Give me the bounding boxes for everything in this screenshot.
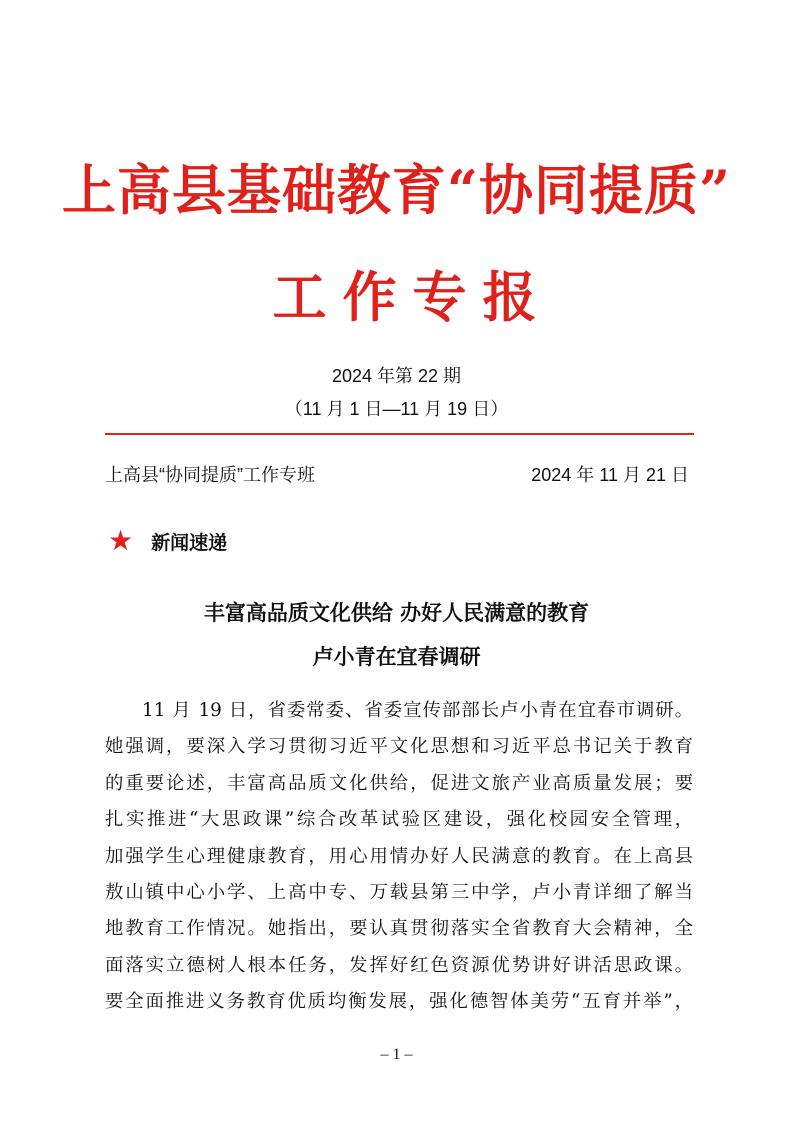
- body-line: 她强调，要深入学习贯彻习近平文化思想和习近平总书记关于教育: [105, 736, 693, 758]
- body-line: 加强学生心理健康教育，用心用情办好人民满意的教育。在上高县: [105, 845, 693, 867]
- article-subheadline: 卢小青在宜春调研: [312, 645, 481, 669]
- publisher: 上高县“协同提质”工作专班: [105, 465, 315, 485]
- page-number: – 1 –: [380, 1046, 413, 1063]
- masthead-divider: [105, 433, 694, 435]
- section-label: 新闻速递: [151, 531, 228, 554]
- body-line: 敖山镇中心小学、上高中专、万载县第三中学，卢小青详细了解当: [105, 882, 693, 904]
- issue-number: 2024 年第 22 期: [331, 366, 462, 386]
- publish-date: 2024 年 11 月 21 日: [531, 465, 689, 485]
- body-line: 面落实立德树人根本任务，发挥好红色资源优势讲好讲活思政课。: [105, 954, 693, 976]
- body-line: 地教育工作情况。她指出，要认真贯彻落实全省教育大会精神，全: [105, 918, 693, 940]
- body-line: 的重要论述，丰富高品质文化供给，促进文旅产业高质量发展；要: [105, 772, 693, 794]
- section-header: [108, 524, 228, 557]
- issue-date-range: （11 月 1 日—11 月 19 日）: [284, 399, 509, 419]
- masthead-title-line2: 工作专报: [272, 265, 553, 329]
- meta-row: [105, 461, 689, 487]
- body-line: 11 月 19 日，省委常委、省委宣传部部长卢小青在宜春市调研。: [142, 700, 693, 721]
- body-line: 要全面推进义务教育优质均衡发展，强化德智体美劳“五育并举”，: [105, 991, 693, 1013]
- article-headline: 丰富高品质文化供给 办好人民满意的教育: [203, 601, 590, 625]
- masthead-title-line1: 上高县基础教育“协同提质”: [61, 158, 732, 222]
- article-body: [105, 693, 693, 1021]
- body-line: 扎实推进“大思政课”综合改革试验区建设，强化校园安全管理，: [105, 809, 693, 831]
- star-icon: ★: [108, 524, 134, 557]
